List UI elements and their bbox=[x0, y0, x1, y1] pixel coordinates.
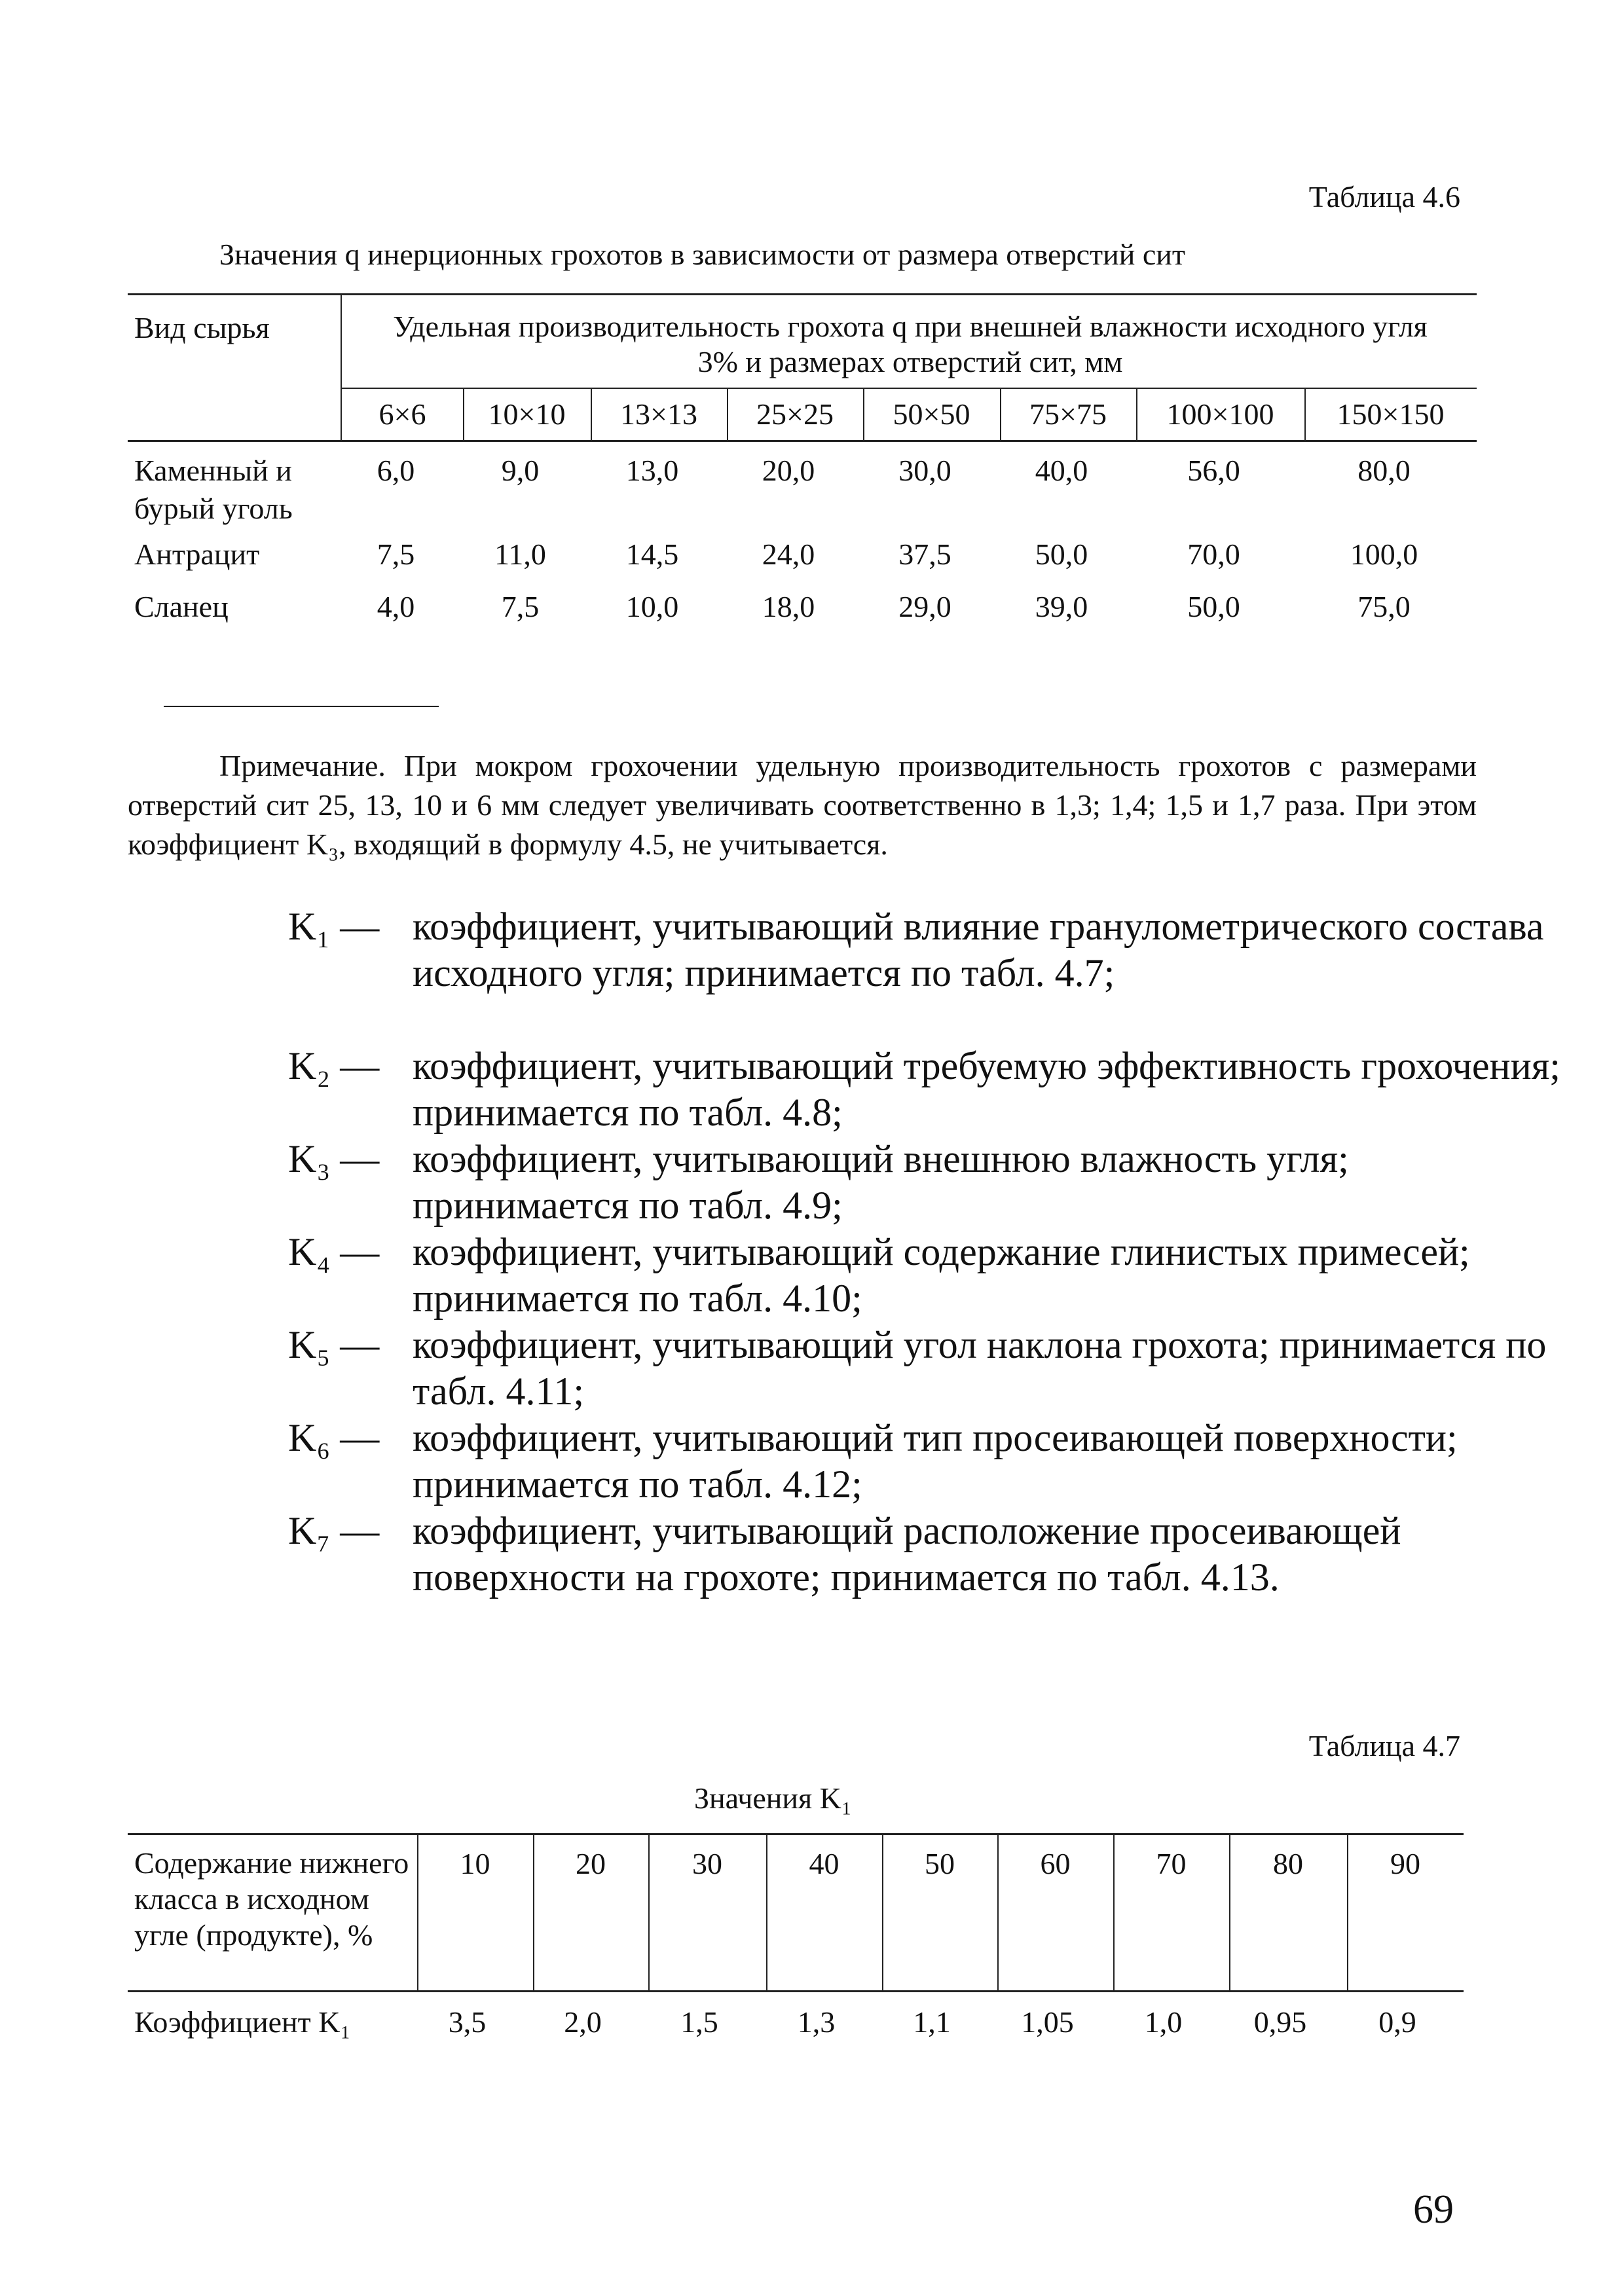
table-cell: 56,0 bbox=[1187, 454, 1240, 487]
size-divider bbox=[1000, 389, 1001, 440]
col-header-raw-material: Вид сырья bbox=[134, 311, 270, 344]
table-cell: 75,0 bbox=[1357, 590, 1411, 623]
coefficient-description: коэффициент, учитывающий содержание глинистых примесей; принимается по табл. 4.10; bbox=[413, 1230, 1470, 1320]
size-divider bbox=[463, 389, 464, 440]
table-4-6-subheader-rule bbox=[341, 388, 1477, 389]
table-cell: 7,5 bbox=[501, 590, 540, 623]
table-cell: 7,5 bbox=[377, 538, 415, 571]
table-cell: 11,0 bbox=[494, 538, 546, 571]
size-header: 6×6 bbox=[378, 397, 426, 431]
size-header: 100×100 bbox=[1166, 397, 1274, 431]
size-header: 50×50 bbox=[893, 397, 970, 431]
size-header: 75×75 bbox=[1029, 397, 1107, 431]
coefficient-value-cell: 0,95 bbox=[1253, 2005, 1307, 2039]
table-cell: 20,0 bbox=[762, 454, 815, 487]
table-4-7-label: Таблица 4.7 bbox=[1308, 1729, 1460, 1762]
row-header-content: Содержание нижнего класса в исходном угле (продукте), % bbox=[134, 1846, 409, 1952]
content-percent-cell: 70 bbox=[1156, 1847, 1187, 1880]
table-cell: 50,0 bbox=[1187, 590, 1240, 623]
coefficient-symbol: K₆ — bbox=[288, 1416, 380, 1459]
size-header: 13×13 bbox=[620, 397, 697, 431]
coefficient-value-cell: 0,9 bbox=[1378, 2005, 1416, 2039]
table-cell: 40,0 bbox=[1035, 454, 1088, 487]
table-cell: 100,0 bbox=[1350, 538, 1418, 571]
table-cell: 18,0 bbox=[762, 590, 815, 623]
table-4-6-caption: Значения q инерционных грохотов в зависимости от размера отверстий сит bbox=[219, 238, 1185, 271]
coefficient-description: коэффициент, учитывающий требуемую эффективность грохочения; принимается по табл. 4.8; bbox=[413, 1044, 1560, 1134]
coefficient-list bbox=[288, 903, 1565, 1676]
coefficient-symbol: K₄ — bbox=[288, 1230, 380, 1273]
size-header: 10×10 bbox=[488, 397, 566, 431]
coefficient-description: коэффициент, учитывающий расположение просеивающей поверхности на грохоте; принимается по табл. 4.13. bbox=[413, 1509, 1401, 1599]
coefficient-description: коэффициент, учитывающий угол наклона грохота; принимается по табл. 4.11; bbox=[413, 1323, 1547, 1413]
coefficient-value-cell: 3,5 bbox=[448, 2005, 487, 2039]
size-divider bbox=[591, 389, 592, 440]
table-cell: 13,0 bbox=[625, 454, 679, 487]
row-header-coefficient: Коэффициент K₁ bbox=[134, 2005, 351, 2039]
coefficient-symbol: K₇ — bbox=[288, 1509, 380, 1552]
size-divider bbox=[727, 389, 728, 440]
table-row-label: Антрацит bbox=[134, 538, 260, 571]
coefficient-value-cell: 1,1 bbox=[913, 2005, 951, 2039]
table-cell: 6,0 bbox=[377, 454, 415, 487]
size-header: 150×150 bbox=[1337, 397, 1445, 431]
content-percent-cell: 80 bbox=[1273, 1847, 1303, 1880]
coefficient-value-cell: 1,3 bbox=[797, 2005, 836, 2039]
coefficient-description: коэффициент, учитывающий влияние гранулометрического состава исходного угля; принимается по табл. 4.7; bbox=[413, 905, 1544, 994]
table-4-6-top-rule bbox=[128, 293, 1477, 295]
table-cell: 70,0 bbox=[1187, 538, 1240, 571]
coefficient-value-cell: 1,05 bbox=[1021, 2005, 1074, 2039]
coefficient-value-cell: 1,5 bbox=[680, 2005, 718, 2039]
coefficient-symbol: K₂ — bbox=[288, 1044, 380, 1087]
table-cell: 29,0 bbox=[898, 590, 951, 623]
table-row-label: Сланец bbox=[134, 590, 229, 623]
size-divider bbox=[1136, 389, 1137, 440]
table-cell: 39,0 bbox=[1035, 590, 1088, 623]
size-header: 25×25 bbox=[756, 397, 834, 431]
content-percent-cell: 60 bbox=[1040, 1847, 1071, 1880]
table-4-7-caption: Значения K₁ bbox=[694, 1781, 852, 1815]
table-4-6-label: Таблица 4.6 bbox=[1308, 180, 1460, 213]
coefficient-symbol: K₃ — bbox=[288, 1137, 380, 1180]
table-cell: 10,0 bbox=[625, 590, 679, 623]
table-4-6-header-bottom-rule bbox=[128, 440, 1477, 442]
coefficient-symbol: K₁ — bbox=[288, 905, 380, 948]
content-percent-cell: 50 bbox=[925, 1847, 955, 1880]
table-cell: 50,0 bbox=[1035, 538, 1088, 571]
content-percent-cell: 10 bbox=[460, 1847, 490, 1880]
table-4-7-top-rule bbox=[128, 1833, 1464, 1835]
coefficient-value-cell: 1,0 bbox=[1144, 2005, 1183, 2039]
content-percent-cell: 40 bbox=[809, 1847, 840, 1880]
footnote-rule bbox=[164, 706, 439, 707]
table-cell: 24,0 bbox=[762, 538, 815, 571]
table-cell: 4,0 bbox=[377, 590, 415, 623]
table-4-7-mid-rule bbox=[128, 1990, 1464, 1992]
table-cell: 14,5 bbox=[625, 538, 679, 571]
content-percent-cell: 20 bbox=[576, 1847, 606, 1880]
table-cell: 80,0 bbox=[1357, 454, 1411, 487]
coefficient-symbol: K₅ — bbox=[288, 1323, 380, 1366]
coefficient-description: коэффициент, учитывающий внешнюю влажность угля; принимается по табл. 4.9; bbox=[413, 1137, 1349, 1227]
size-divider bbox=[863, 389, 864, 440]
table-cell: 37,5 bbox=[898, 538, 951, 571]
table-4-6-note: Примечание. При мокром грохочении удельную производительность грохотов с размерами отверстий сит 25, 13, 10 и 6 мм следует увеличивать соответственно в 1,3; 1,4; 1,5 и 1,7 раза. При этом коэффициент K₃, входящий в формулу 4.5, не учитывается. bbox=[128, 749, 1477, 861]
coefficient-description: коэффициент, учитывающий тип просеивающей поверхности; принимается по табл. 4.12; bbox=[413, 1416, 1458, 1506]
table-cell: 9,0 bbox=[501, 454, 540, 487]
coefficient-value-cell: 2,0 bbox=[564, 2005, 602, 2039]
table-cell: 30,0 bbox=[898, 454, 951, 487]
size-divider bbox=[1304, 389, 1306, 440]
content-percent-cell: 30 bbox=[692, 1847, 722, 1880]
content-percent-cell: 90 bbox=[1390, 1847, 1420, 1880]
page-number: 69 bbox=[1413, 2187, 1454, 2232]
table-row-label: Каменный и бурый уголь bbox=[134, 454, 293, 525]
group-header: Удельная производительность грохота q при внешней влажности исходного угля 3% и размерах отверстий сит, мм bbox=[393, 310, 1428, 379]
